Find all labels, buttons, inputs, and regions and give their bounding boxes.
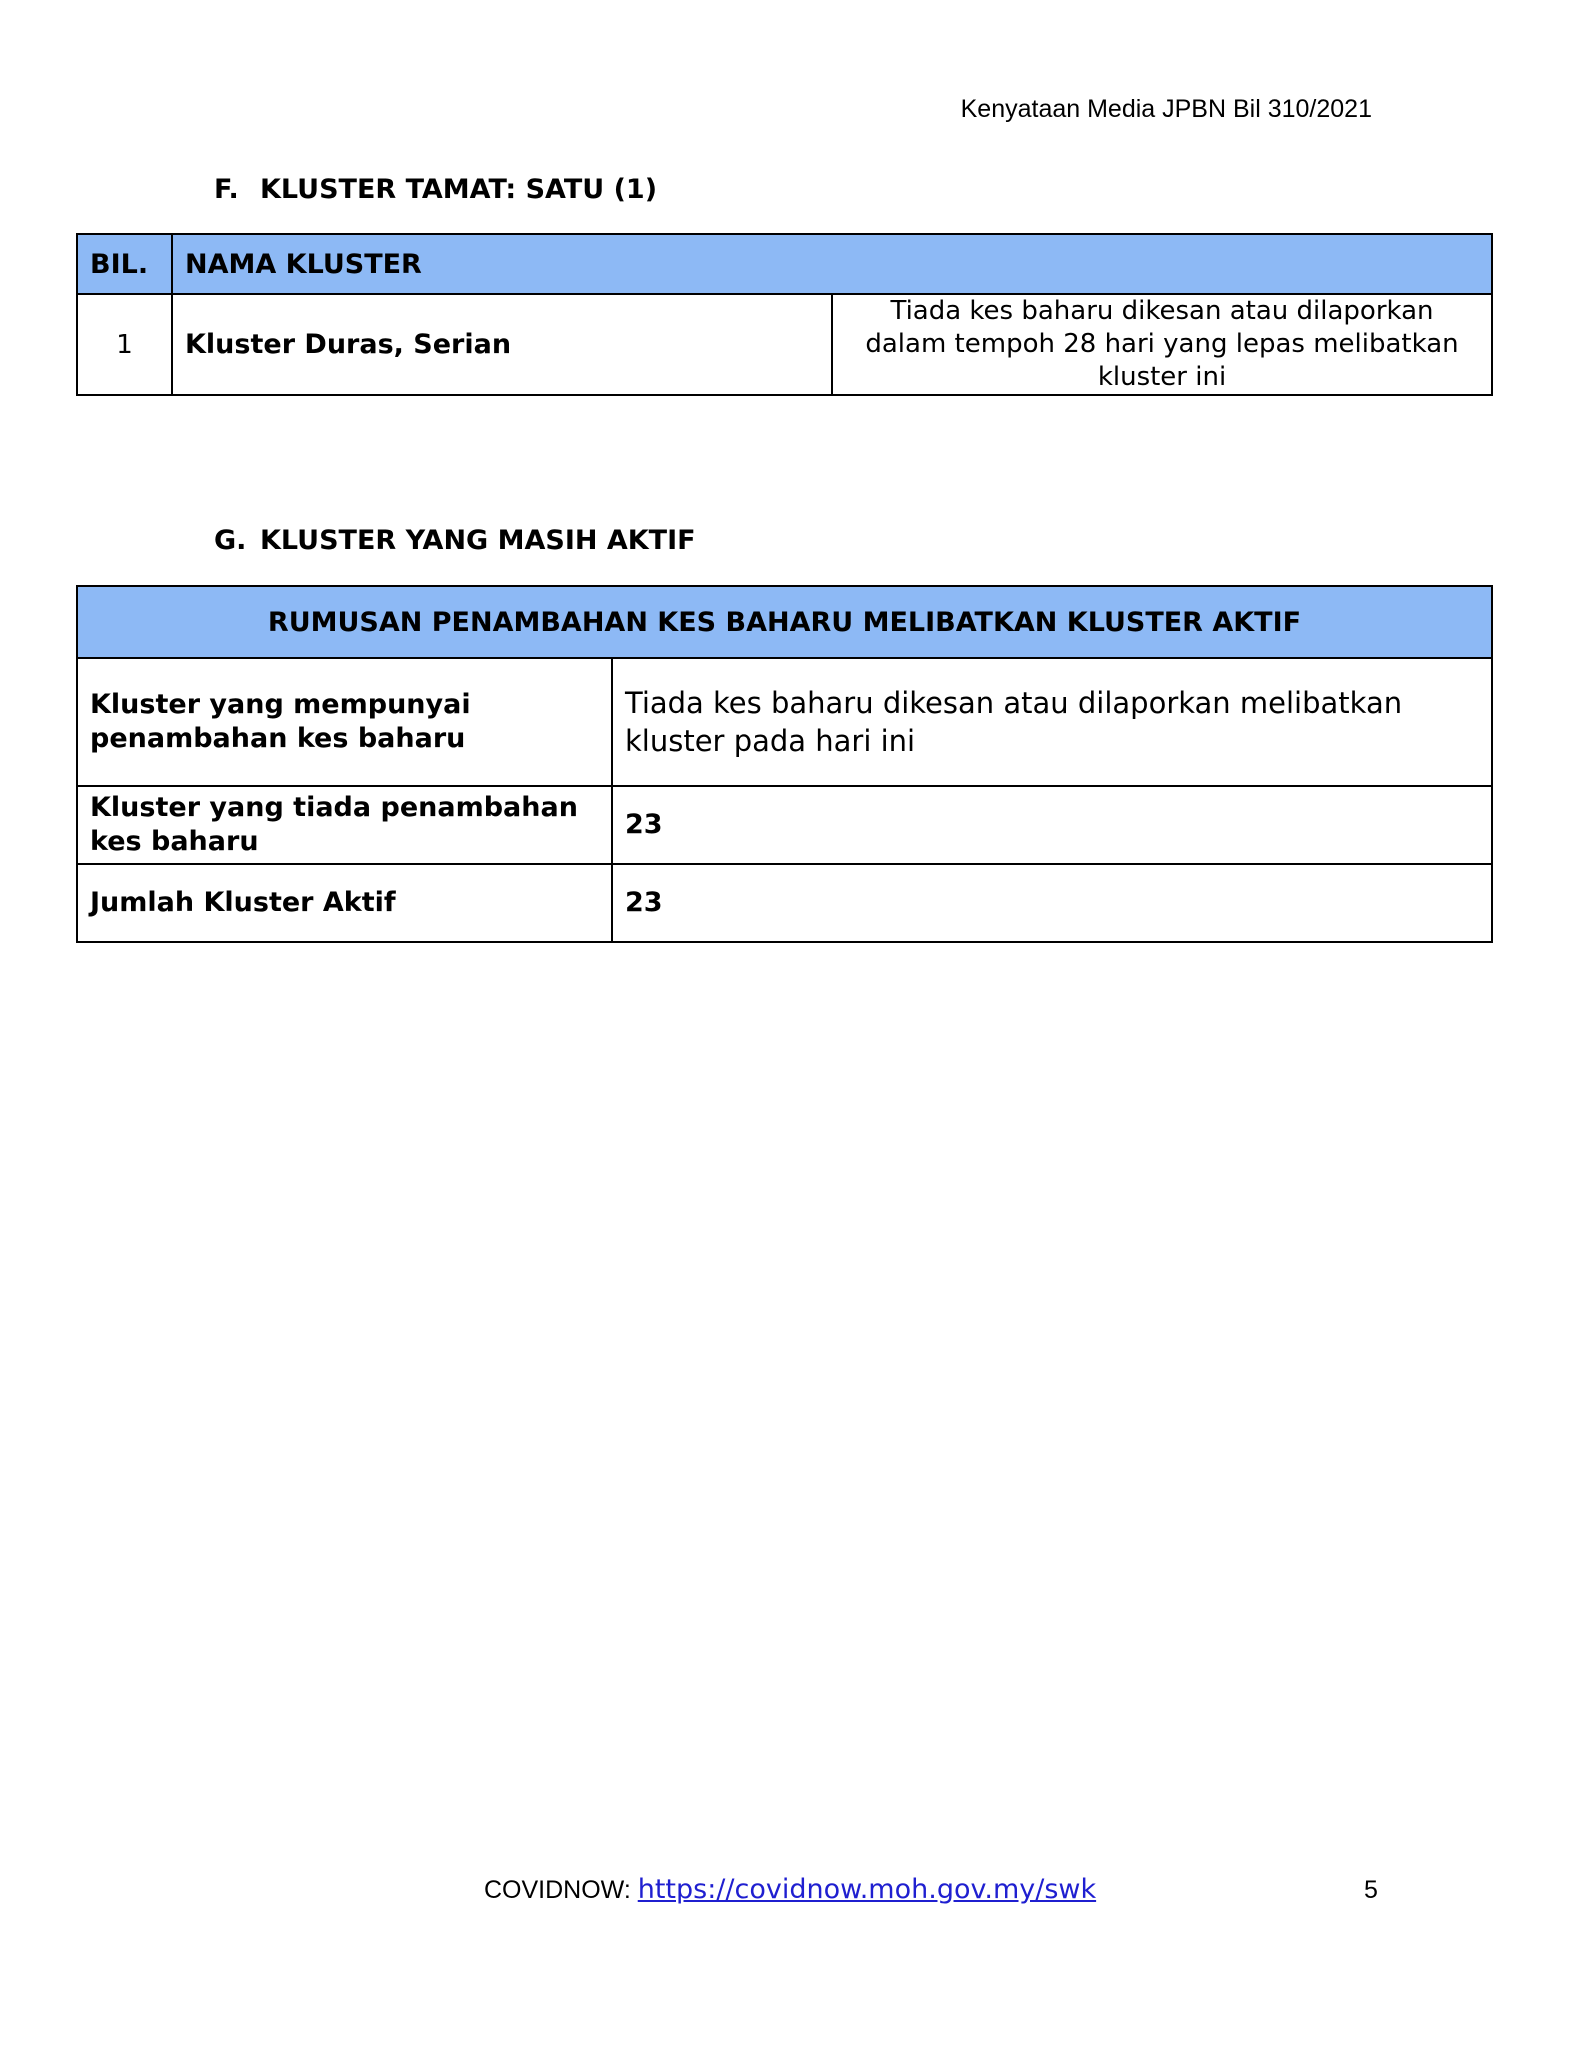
cluster-status-note: Tiada kes baharu dikesan atau dilaporkan dalam tempoh 28 hari yang lepas melibatkan kluster ini [832,294,1492,395]
table-header-row [77,586,1492,658]
row-label: Jumlah Kluster Aktif [77,864,612,942]
document-reference: Kenyataan Media JPBN Bil 310/2021 [960,95,1372,123]
footer-label: COVIDNOW: [484,1876,638,1904]
section-g-letter: G. [214,525,247,556]
section-f-letter: F. [214,174,239,205]
summary-header: RUMUSAN PENAMBAHAN KES BAHARU MELIBATKAN KLUSTER AKTIF [77,586,1492,658]
section-g-heading [214,525,696,557]
column-header-bil: BIL. [77,234,172,294]
row-value: Tiada kes baharu dikesan atau dilaporkan melibatkan kluster pada hari ini [612,658,1492,786]
section-g-title: KLUSTER YANG MASIH AKTIF [260,525,696,556]
table-row [77,864,1492,942]
section-f-heading [214,174,657,206]
cluster-name: Kluster Duras, Serian [172,294,832,395]
active-clusters-summary-table [76,585,1493,943]
row-value: 23 [612,864,1492,942]
table-header-row [77,234,1492,294]
table-row [77,658,1492,786]
cluster-number: 1 [77,294,172,395]
row-value: 23 [612,786,1492,864]
section-f-title: KLUSTER TAMAT: SATU (1) [260,174,658,205]
footer [484,1874,1096,1906]
column-header-nama-kluster: NAMA KLUSTER [172,234,1492,294]
page-number: 5 [1364,1876,1378,1904]
covidnow-link[interactable]: https://covidnow.moh.gov.my/swk [637,1874,1097,1905]
table-row [77,786,1492,864]
row-label: Kluster yang mempunyai penambahan kes baharu [77,658,612,786]
ended-clusters-table [76,233,1493,396]
table-row [77,294,1492,395]
row-label: Kluster yang tiada penambahan kes baharu [77,786,612,864]
